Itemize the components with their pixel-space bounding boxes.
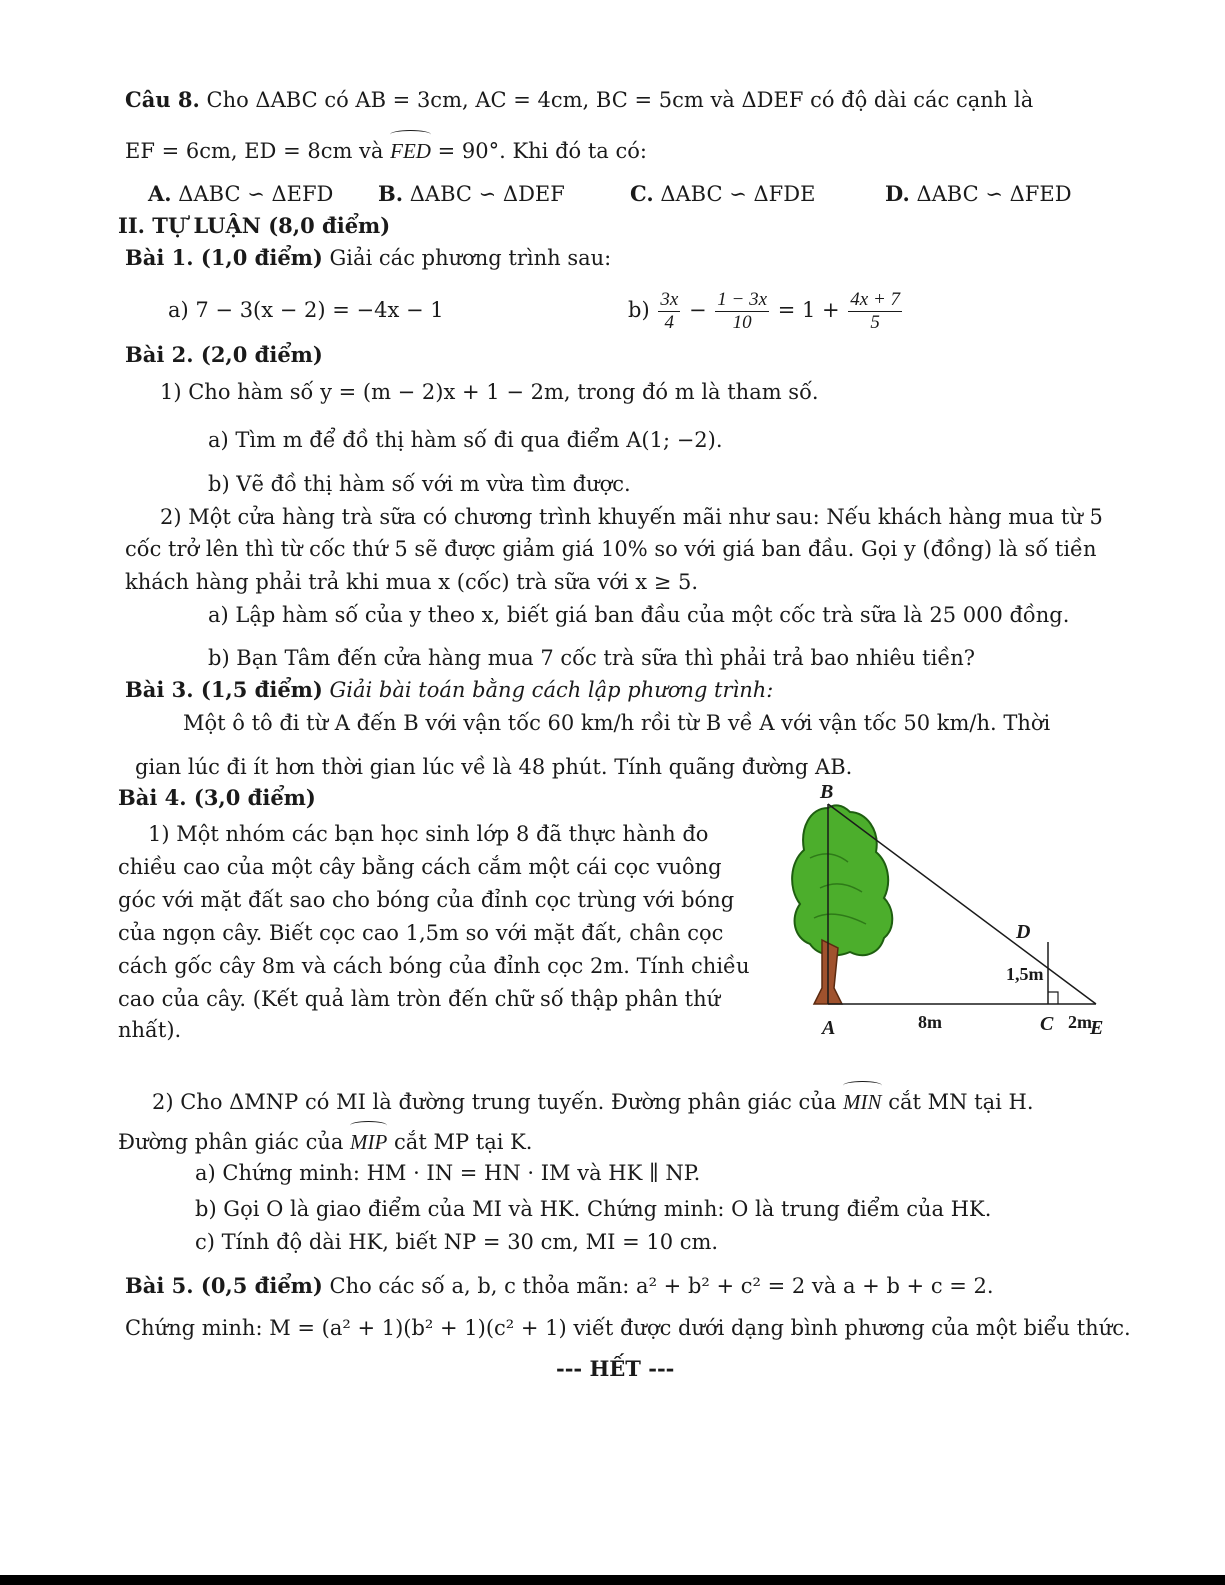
frac3-num: 4x + 7 bbox=[850, 289, 901, 310]
bai2-p2-line1: 2) Một cửa hàng trà sữa có chương trình khuyến mãi như sau: Nếu khách hàng mua từ 5 bbox=[160, 505, 1103, 529]
p2-l1-post: cắt MN tại H. bbox=[881, 1090, 1034, 1114]
q8-option-c bbox=[630, 180, 815, 208]
option-d-label: D. bbox=[885, 181, 910, 206]
p2-l2-post: cắt MP tại K. bbox=[387, 1130, 533, 1154]
label-b: B bbox=[820, 781, 834, 803]
bai2-p2a: a) Lập hàm số của y theo x, biết giá ban đầu của một cốc trà sữa là 25 000 đồng. bbox=[208, 603, 1070, 627]
bai2-p2-line3: khách hàng phải trả khi mua x (cốc) trà sữa với x ≥ 5. bbox=[125, 570, 699, 594]
page-bottom-border bbox=[0, 1575, 1225, 1585]
frac3-den: 5 bbox=[870, 312, 880, 333]
tree-shadow-figure bbox=[770, 778, 1130, 1048]
frac1-num: 3x bbox=[660, 289, 679, 310]
q8-option-b bbox=[378, 180, 565, 208]
tree-foliage bbox=[792, 805, 892, 955]
q8-label: Câu 8. bbox=[125, 87, 200, 112]
bai4-p1-line2: chiều cao của một cây bằng cách cắm một cái cọc vuông bbox=[118, 855, 722, 879]
option-b-text: ΔABC ∽ ΔDEF bbox=[409, 182, 565, 206]
option-c-label: C. bbox=[630, 181, 654, 206]
bai5-head: Bài 5. (0,5 điểm) bbox=[125, 1273, 323, 1298]
option-c-text: ΔABC ∽ ΔFDE bbox=[660, 182, 816, 206]
label-c: C bbox=[1040, 1013, 1054, 1035]
bai2-p1: 1) Cho hàm số y = (m − 2)x + 1 − 2m, trong đó m là tham số. bbox=[160, 380, 819, 404]
section-title: II. TỰ LUẬN (8,0 điểm) bbox=[118, 213, 391, 238]
angle-min: MIN bbox=[843, 1090, 882, 1114]
fraction-1 bbox=[658, 289, 680, 334]
right-angle-mark bbox=[1048, 992, 1058, 1004]
q8-line2-pre: EF = 6cm, ED = 8cm và bbox=[125, 139, 391, 163]
bai4-p1-line6: cao của cây. (Kết quả làm tròn đến chữ số thập phân thứ bbox=[118, 987, 721, 1011]
p2-l1-pre: 2) Cho ΔMNP có MI là đường trung tuyến. Đường phân giác của bbox=[152, 1090, 844, 1114]
q8-line2 bbox=[125, 137, 647, 165]
bai2-p2-line2: cốc trở lên thì từ cốc thứ 5 sẽ được giảm giá 10% so với giá ban đầu. Gọi y (đồng) là số tiền bbox=[125, 537, 1097, 561]
q8-line2-post: = 90°. Khi đó ta có: bbox=[430, 139, 647, 163]
angle-fed: FED bbox=[390, 139, 431, 163]
bai4-p2c: c) Tính độ dài HK, biết NP = 30 cm, MI = 10 cm. bbox=[195, 1230, 719, 1254]
bai3-heading bbox=[125, 676, 773, 704]
bai2-head: Bài 2. (2,0 điểm) bbox=[125, 342, 323, 367]
bai1-text: Giải các phương trình sau: bbox=[322, 246, 612, 270]
bai1-heading bbox=[125, 244, 611, 272]
fraction-2 bbox=[715, 289, 769, 334]
option-d-text: ΔABC ∽ ΔFED bbox=[916, 182, 1072, 206]
bai4-head: Bài 4. (3,0 điểm) bbox=[118, 785, 316, 810]
bai1-b: b) $\frac{3x}{4}$ − $\frac{1 - 3x}{10}$ = 1 + $\frac{4x + 7}{5}$ bbox=[628, 289, 901, 333]
q8-option-d bbox=[885, 180, 1072, 208]
bai3-line1: Một ô tô đi từ A đến B với vận tốc 60 km/h rồi từ B về A với vận tốc 50 km/h. Thời bbox=[183, 711, 1051, 735]
label-e: E bbox=[1090, 1017, 1104, 1039]
bai1-b-label: b) bbox=[628, 298, 650, 322]
bai1-b-mid: = 1 + bbox=[777, 298, 840, 322]
bai5-text: Cho các số a, b, c thỏa mãn: a² + b² + c² = 2 và a + b + c = 2. bbox=[322, 1274, 994, 1298]
bai5-line2: Chứng minh: M = (a² + 1)(b² + 1)(c² + 1) viết được dưới dạng bình phương của một biểu thức. bbox=[125, 1316, 1131, 1340]
bai3-line2: gian lúc đi ít hơn thời gian lúc về là 48 phút. Tính quãng đường AB. bbox=[135, 755, 853, 779]
bai2-p1b: b) Vẽ đồ thị hàm số với m vừa tìm được. bbox=[208, 472, 631, 496]
label-ce: 2m bbox=[1068, 1012, 1092, 1032]
bai5-line1 bbox=[125, 1272, 994, 1300]
q8-option-a bbox=[148, 180, 333, 208]
frac1-den: 4 bbox=[664, 312, 675, 333]
bai4-p2-line2 bbox=[118, 1128, 532, 1156]
label-ac: 8m bbox=[918, 1012, 942, 1032]
option-a-text: ΔABC ∽ ΔEFD bbox=[178, 182, 334, 206]
label-a: A bbox=[822, 1017, 836, 1039]
bai1-head: Bài 1. (1,0 điểm) bbox=[125, 245, 323, 270]
bai4-p1-line3: góc với mặt đất sao cho bóng của đỉnh cọc trùng với bóng bbox=[118, 888, 735, 912]
option-b-label: B. bbox=[378, 181, 404, 206]
bai4-p1-line4: của ngọn cây. Biết cọc cao 1,5m so với mặt đất, chân cọc bbox=[118, 921, 724, 945]
option-a-label: A. bbox=[148, 181, 172, 206]
fraction-3 bbox=[848, 289, 902, 334]
bai1-a: a) 7 − 3(x − 2) = −4x − 1 bbox=[168, 298, 444, 322]
angle-mip: MIP bbox=[350, 1130, 388, 1154]
bai4-p2-line1 bbox=[152, 1088, 1034, 1116]
q8-line1 bbox=[125, 86, 1033, 114]
q8-text: Cho ΔABC có AB = 3cm, AC = 4cm, BC = 5cm và ΔDEF có độ dài các cạnh là bbox=[206, 88, 1034, 112]
label-d: D bbox=[1016, 921, 1031, 943]
bai4-p1-line7: nhất). bbox=[118, 1018, 182, 1042]
bai2-p2b: b) Bạn Tâm đến cửa hàng mua 7 cốc trà sữa thì phải trả bao nhiêu tiền? bbox=[208, 646, 976, 670]
bai2-p1a: a) Tìm m để đồ thị hàm số đi qua điểm A(1; −2). bbox=[208, 428, 723, 452]
bai4-p2b: b) Gọi O là giao điểm của MI và HK. Chứng minh: O là trung điểm của HK. bbox=[195, 1197, 992, 1221]
end-marker: --- HẾT --- bbox=[556, 1356, 675, 1381]
bai4-p2a: a) Chứng minh: HM · IN = HN · IM và HK ∥ NP. bbox=[195, 1161, 701, 1185]
bai3-head: Bài 3. (1,5 điểm) bbox=[125, 677, 323, 702]
bai4-p1-line1: 1) Một nhóm các bạn học sinh lớp 8 đã thực hành đo bbox=[148, 822, 709, 846]
label-height: 1,5m bbox=[1006, 964, 1044, 984]
p2-l2-pre: Đường phân giác của bbox=[118, 1130, 351, 1154]
frac2-num: 1 − 3x bbox=[717, 289, 768, 310]
bai4-p1-line5: cách gốc cây 8m và cách bóng của đỉnh cọc 2m. Tính chiều bbox=[118, 954, 750, 978]
bai3-sub: Giải bài toán bằng cách lập phương trình: bbox=[322, 678, 774, 702]
frac2-den: 10 bbox=[732, 312, 752, 333]
